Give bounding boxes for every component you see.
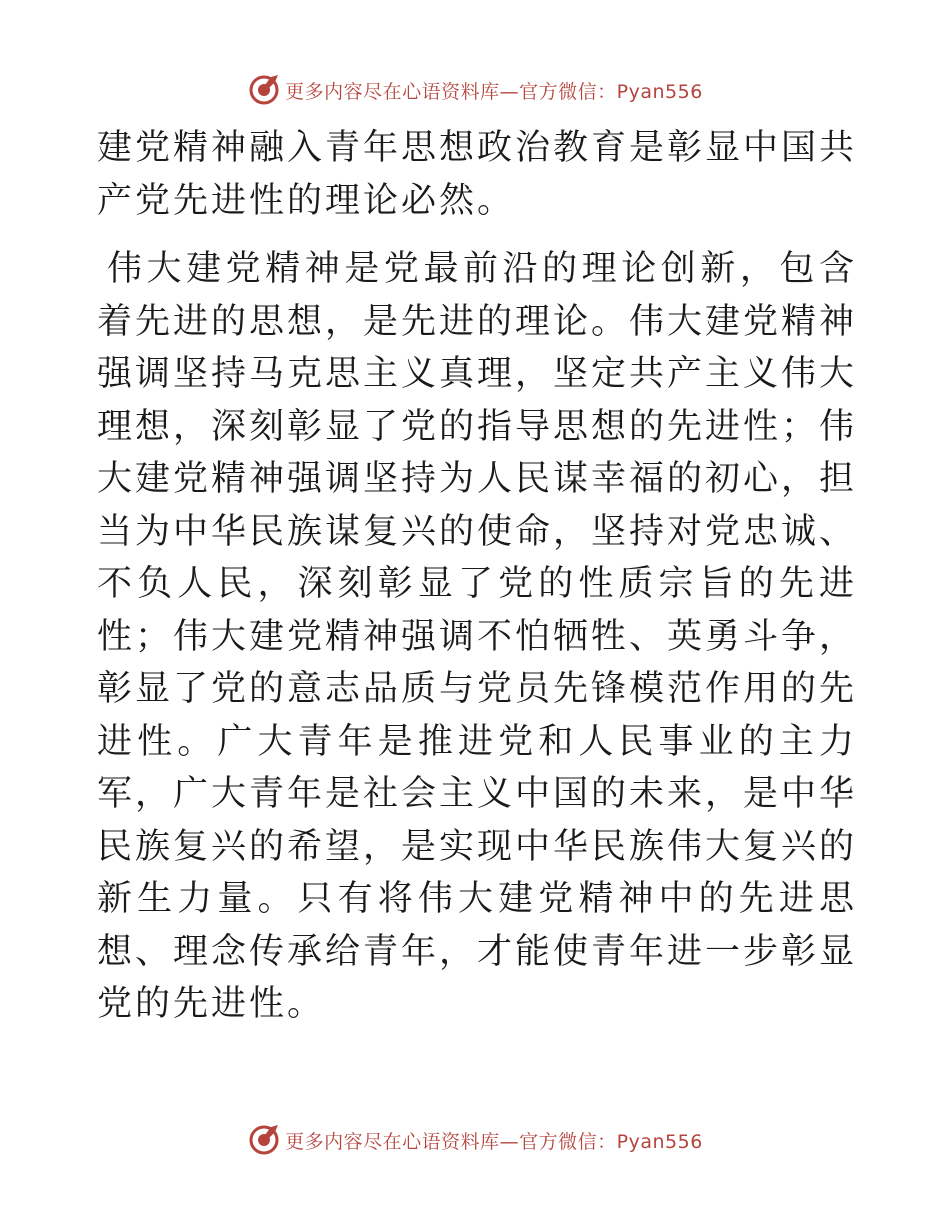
header-banner <box>0 70 950 110</box>
paragraph-1: 建党精神融入青年思想政治教育是彰显中国共产党先进性的理论必然。 <box>97 128 858 221</box>
footer-banner-text: 更多内容尽在心语资料库—官方微信：Pyan556 <box>285 1130 703 1153</box>
header-banner-text: 更多内容尽在心语资料库—官方微信：Pyan556 <box>285 80 703 103</box>
quill-logo-icon <box>247 73 281 107</box>
quill-logo-icon <box>247 1123 281 1157</box>
paragraph-2: 伟大建党精神是党最前沿的理论创新，包含着先进的思想，是先进的理论。伟大建党精神强调坚持马克思主义真理，坚定共产主义伟大理想，深刻彰显了党的指导思想的先进性；伟大建党精神强调坚持为人民谋幸福的初心，担当为中华民族谋复兴的使命，坚持对党忠诚、不负人民，深刻彰显了党的性质宗旨的先进性；伟大建党精神强调不怕牺牲、英勇斗争，彰显了党的意志品质与党员先锋模范作用的先进性。广大青年是推进党和人民事业的主力军，广大青年是社会主义中国的未来，是中华民族复兴的希望，是实现中华民族伟大复兴的新生力量。只有将伟大建党精神中的先进思想、理念传承给青年，才能使青年进一步彰显党的先进性。 <box>97 249 858 1024</box>
document-body <box>97 122 857 1031</box>
footer-banner <box>0 1120 950 1160</box>
